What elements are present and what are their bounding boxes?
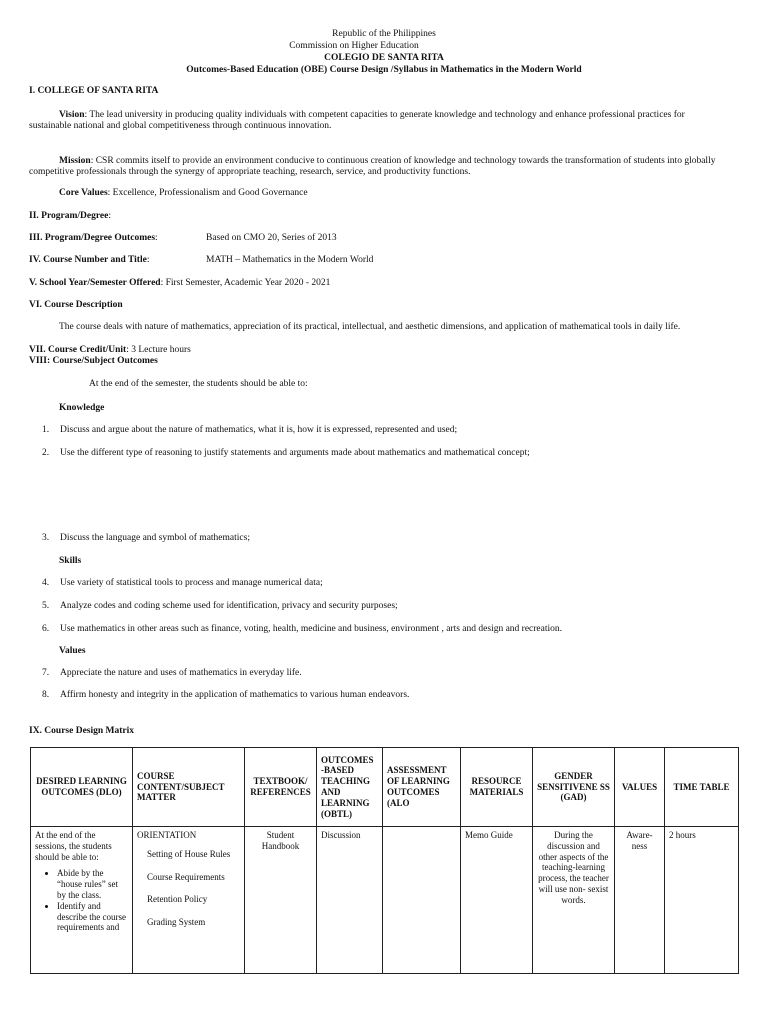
program-outcomes-text: Based on CMO 20, Series of 2013 bbox=[206, 233, 337, 243]
dlo-intro: At the end of the sessions, the students should be able to: bbox=[35, 830, 112, 862]
list-item-text: Use the different type of reasoning to justify statements and arguments made about mathematics and mathematical concept; bbox=[60, 448, 530, 458]
header-college: COLEGIO DE SANTA RITA bbox=[324, 53, 444, 63]
cell-resource: Memo Guide bbox=[461, 827, 533, 974]
header-republic: Republic of the Philippines bbox=[332, 29, 436, 39]
program-degree bbox=[29, 211, 111, 222]
list-item-number: 1. bbox=[42, 425, 50, 435]
cell-dlo bbox=[31, 827, 133, 974]
dlo-list bbox=[35, 868, 128, 933]
cell-course-content bbox=[133, 827, 245, 974]
program-text: : bbox=[108, 211, 111, 221]
course-text: MATH – Mathematics in the Modern World bbox=[206, 255, 374, 265]
vision-paragraph bbox=[29, 110, 719, 133]
cell-alo bbox=[383, 827, 461, 974]
list-item-number: 3. bbox=[42, 533, 50, 543]
table-row bbox=[31, 827, 739, 974]
list-item-number: 4. bbox=[42, 578, 50, 588]
list-item-text: Analyze codes and coding scheme used for identification, privacy and security purposes; bbox=[60, 601, 398, 611]
core-values-text: : Excellence, Professionalism and Good Governance bbox=[107, 188, 308, 198]
list-item-text: Use mathematics in other areas such as finance, voting, health, medicine and business, environment , arts and design and recreation. bbox=[60, 624, 563, 634]
list-item: • Abide by the “house rules” set by the class. bbox=[57, 868, 128, 900]
table-header-row bbox=[31, 748, 739, 827]
mission-paragraph bbox=[29, 156, 719, 179]
school-year-text: : First Semester, Academic Year 2020 - 2021 bbox=[160, 278, 331, 288]
course-design-matrix bbox=[30, 747, 739, 974]
list-item-text: Discuss the language and symbol of mathematics; bbox=[60, 533, 250, 543]
program-outcomes-label: III. Program/Degree Outcomes bbox=[29, 233, 156, 243]
course-credit bbox=[29, 345, 191, 356]
mission-label: Mission bbox=[59, 156, 91, 166]
header-dlo: DESIRED LEARNING OUTCOMES (DLO) bbox=[31, 748, 133, 827]
core-values-label: Core Values bbox=[59, 188, 108, 198]
header-gad: GENDER SENSITIVENE SS (GAD) bbox=[533, 748, 615, 827]
header-textbook: TEXTBOOK/ REFERENCES bbox=[245, 748, 317, 827]
program-outcomes bbox=[29, 233, 158, 244]
cell-obtl: Discussion bbox=[317, 827, 383, 974]
program-label: II. Program/Degree bbox=[29, 211, 109, 221]
subject-outcomes-text: : Course/Subject Outcomes bbox=[46, 356, 158, 366]
header-commission: Commission on Higher Education bbox=[289, 41, 419, 51]
course-content-item: Grading System bbox=[147, 917, 206, 928]
cell-gad: During the discussion and other aspects of the teaching-learning process, the teacher will use non- sexist words. bbox=[533, 827, 615, 974]
school-year-label: V. School Year/Semester Offered bbox=[29, 278, 161, 288]
course-content-item: Course Requirements bbox=[147, 871, 225, 882]
course-number-title bbox=[29, 255, 149, 266]
course-content-item: Retention Policy bbox=[147, 894, 208, 905]
skills-heading: Skills bbox=[59, 556, 82, 566]
list-item-number: 8. bbox=[42, 690, 50, 700]
cell-values: Aware-ness bbox=[615, 827, 665, 974]
outcomes-intro: At the end of the semester, the students should be able to: bbox=[89, 379, 308, 389]
vision-text: : The lead university in producing quality individuals with competent capacities to generate knowledge and technology and enhance professional practices for sustainable national and global competitiveness through continuous innovation. bbox=[29, 110, 685, 132]
cell-timetable: 2 hours bbox=[665, 827, 739, 974]
header-values: VALUES bbox=[615, 748, 665, 827]
header-course-content: COURSE CONTENT/SUBJECT MATTER bbox=[133, 748, 245, 827]
subject-outcomes bbox=[29, 356, 158, 367]
course-design-matrix-label: IX. Course Design Matrix bbox=[29, 726, 135, 736]
header-syllabus-title: Outcomes-Based Education (OBE) Course Design /Syllabus in Mathematics in the Modern World bbox=[186, 65, 582, 75]
header-alo: ASSESSMENT OF LEARNING OUTCOMES (ALO bbox=[383, 748, 461, 827]
course-colon: : bbox=[146, 255, 150, 265]
header-timetable: TIME TABLE bbox=[665, 748, 739, 827]
list-item-text: Appreciate the nature and uses of mathematics in everyday life. bbox=[60, 668, 302, 678]
knowledge-heading: Knowledge bbox=[59, 403, 105, 413]
list-item-number: 5. bbox=[42, 601, 50, 611]
cell-textbook: Student Handbook bbox=[245, 827, 317, 974]
vision-label: Vision bbox=[59, 110, 85, 120]
course-description-text: The course deals with nature of mathematics, appreciation of its practical, intellectual, and aesthetic dimensions, and application of mathematical tools in daily life. bbox=[59, 322, 681, 332]
header-resource: RESOURCE MATERIALS bbox=[461, 748, 533, 827]
list-item: • Identify and describe the course requirements and bbox=[57, 901, 128, 933]
course-label: IV. Course Number and Title bbox=[29, 255, 147, 265]
course-credit-text: : 3 Lecture hours bbox=[126, 345, 191, 355]
core-values bbox=[59, 188, 308, 199]
program-outcomes-colon: : bbox=[155, 233, 158, 243]
list-item-number: 2. bbox=[42, 448, 50, 458]
mission-text: : CSR commits itself to provide an environment conducive to continuous creation of knowledge and technology towards the transformation of students into globally competitive professionals through the synergy of appropriate teaching, research, service, and productivity functions. bbox=[29, 156, 716, 178]
course-content-title: ORIENTATION bbox=[137, 830, 197, 840]
course-credit-label: VII. Course Credit/Unit bbox=[29, 345, 127, 355]
course-description-label: VI. Course Description bbox=[29, 300, 123, 310]
list-item-text: Use variety of statistical tools to process and manage numerical data; bbox=[60, 578, 323, 588]
list-item-text: Affirm honesty and integrity in the application of mathematics to various human endeavors. bbox=[60, 690, 410, 700]
values-heading: Values bbox=[59, 646, 86, 656]
header-obtl: OUTCOMES -BASED TEACHING AND LEARNING (OBTL) bbox=[317, 748, 383, 827]
course-content-item: Setting of House Rules bbox=[147, 848, 231, 859]
section-college: I. COLLEGE OF SANTA RITA bbox=[29, 86, 159, 96]
list-item-text: Discuss and argue about the nature of mathematics, what it is, how it is expressed, represented and used; bbox=[60, 425, 458, 435]
list-item-number: 6. bbox=[42, 624, 50, 634]
school-year bbox=[29, 278, 330, 289]
list-item-number: 7. bbox=[42, 668, 50, 678]
subject-outcomes-label: VIII bbox=[29, 356, 47, 366]
